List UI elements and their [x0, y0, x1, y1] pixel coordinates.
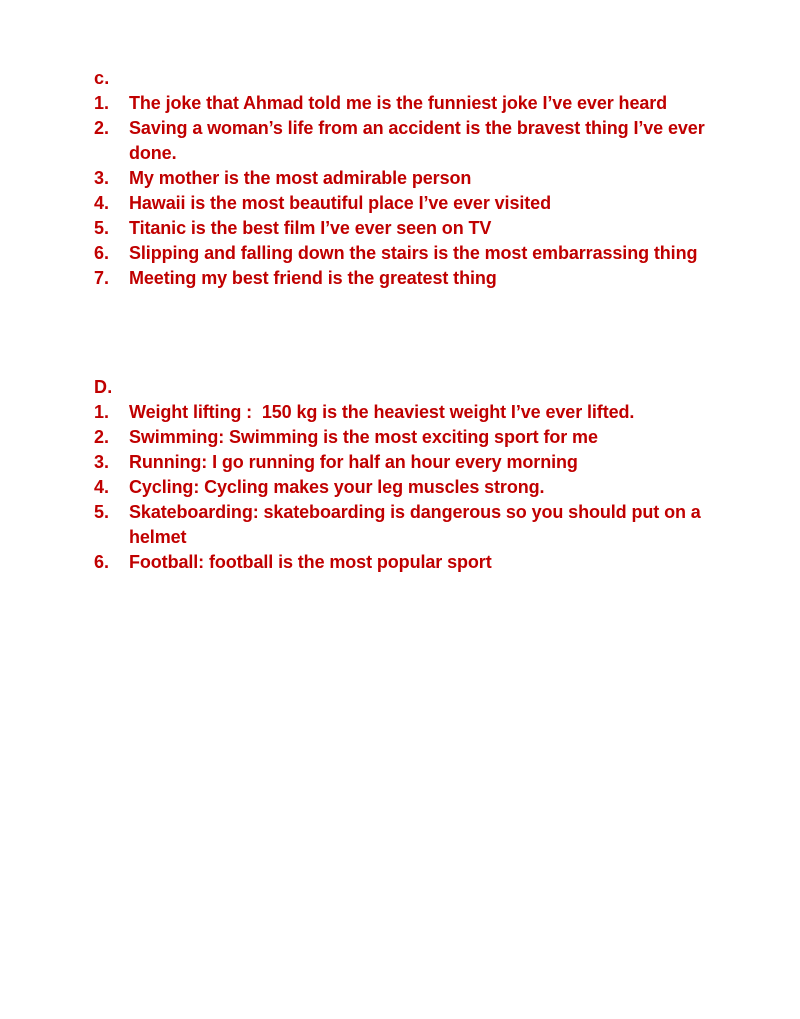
- list-item-number: 5.: [94, 502, 110, 522]
- list-item-number: 4.: [94, 193, 110, 213]
- list-item-number: 5.: [94, 218, 110, 238]
- list-item: [94, 425, 734, 450]
- list-item-number: 6.: [94, 552, 110, 572]
- list-item: [94, 475, 734, 500]
- list-item-number: 7.: [94, 268, 110, 288]
- section-heading: c.: [94, 68, 110, 88]
- list-item-number: 3.: [94, 168, 110, 188]
- list-item-text: Swimming: Swimming is the most exciting sport for me: [129, 427, 598, 447]
- list-item-text: Slipping and falling down the stairs is the most embarrassing thing: [129, 243, 698, 263]
- list-item-number: 2.: [94, 118, 110, 138]
- list-item: [94, 500, 734, 550]
- list-item-text: Cycling: Cycling makes your leg muscles strong.: [129, 477, 545, 497]
- list-item-text: Saving a woman’s life from an accident is the bravest thing I’ve ever done.: [129, 118, 710, 163]
- section-c: [94, 66, 734, 291]
- list-item-text: My mother is the most admirable person: [129, 168, 472, 188]
- list-item-text: The joke that Ahmad told me is the funniest joke I’ve ever heard: [129, 93, 668, 113]
- list-item-text: Hawaii is the most beautiful place I’ve ever visited: [129, 193, 551, 213]
- list-item: [94, 266, 734, 291]
- list-item: [94, 216, 734, 241]
- list-item: [94, 166, 734, 191]
- list-item-text: Football: football is the most popular sport: [129, 552, 492, 572]
- section-d: [94, 375, 734, 575]
- list-item-number: 1.: [94, 402, 110, 422]
- list-item: [94, 550, 734, 575]
- list-item: [94, 400, 734, 425]
- list-item-text: Weight lifting : 150 kg is the heaviest weight I’ve ever lifted.: [129, 402, 635, 422]
- list-item-number: 6.: [94, 243, 110, 263]
- list-item-number: 2.: [94, 427, 110, 447]
- list-item-text: Skateboarding: skateboarding is dangerous so you should put on a helmet: [129, 502, 706, 547]
- list-item: [94, 91, 734, 116]
- list-item-text: Titanic is the best film I’ve ever seen on TV: [129, 218, 492, 238]
- section-heading: D.: [94, 377, 113, 397]
- list-item: [94, 116, 734, 166]
- list-item: [94, 450, 734, 475]
- list-item: [94, 191, 734, 216]
- list-item-text: Meeting my best friend is the greatest thing: [129, 268, 497, 288]
- list-item-number: 3.: [94, 452, 110, 472]
- list-item: [94, 241, 734, 266]
- list-item-text: Running: I go running for half an hour every morning: [129, 452, 578, 472]
- list-item-number: 1.: [94, 93, 110, 113]
- list-item-number: 4.: [94, 477, 110, 497]
